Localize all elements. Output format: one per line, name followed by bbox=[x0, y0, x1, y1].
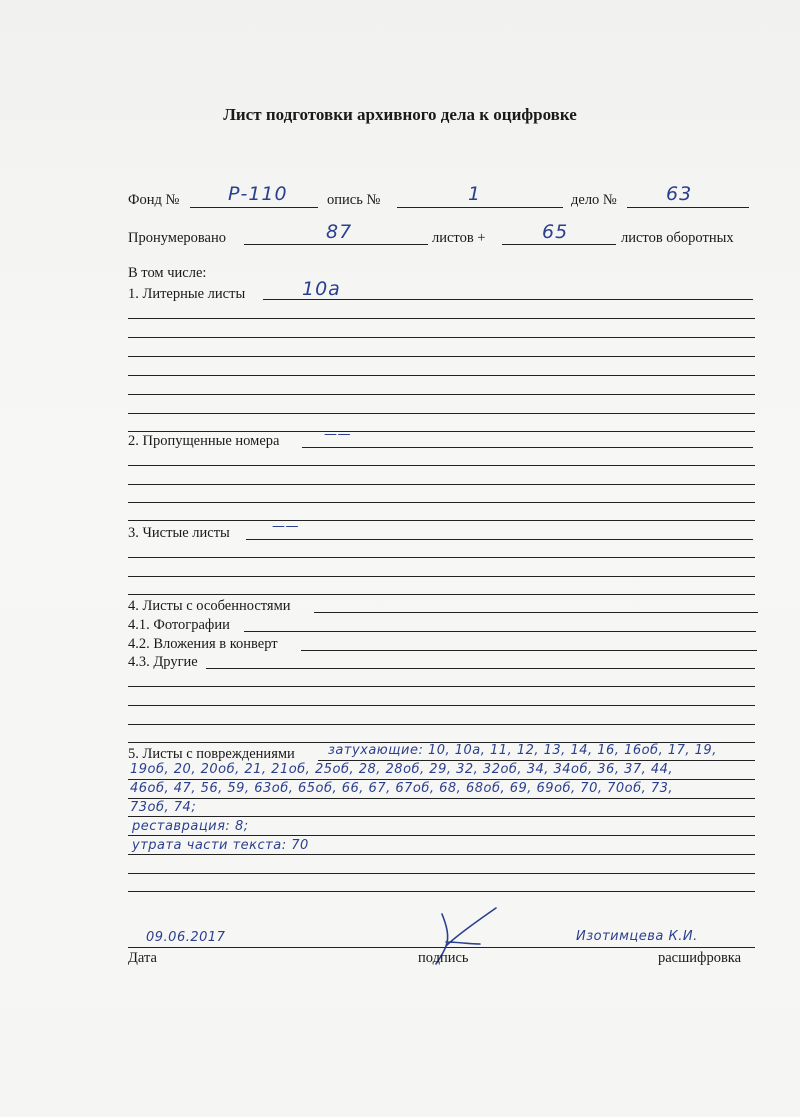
blank-line bbox=[128, 557, 755, 558]
blank-line bbox=[128, 816, 755, 817]
damaged-line-5: реставрация: 8; bbox=[132, 819, 249, 834]
damaged-label: 5. Листы с повреждениями bbox=[128, 746, 295, 762]
date-label: Дата bbox=[128, 950, 157, 966]
blank-line bbox=[128, 779, 755, 780]
blank-line bbox=[128, 576, 755, 577]
blank-line bbox=[128, 686, 755, 687]
missing-numbers-value: —— bbox=[324, 427, 351, 442]
blank-line bbox=[128, 465, 755, 466]
numbered-label: Пронумеровано bbox=[128, 230, 227, 246]
envelope-label: 4.2. Вложения в конверт bbox=[128, 636, 278, 652]
blank-line bbox=[128, 891, 755, 892]
sheets-value: 87 bbox=[326, 221, 353, 243]
fond-label: Фонд № bbox=[128, 192, 180, 208]
blank-line bbox=[128, 873, 755, 874]
reverse-label: листов оборотных bbox=[621, 230, 734, 246]
damaged-line-2: 19об, 20, 20об, 21, 21об, 25об, 28, 28об, 29, 32, 32об, 34, 34об, 36, 37, 44, bbox=[130, 762, 674, 777]
other-label: 4.3. Другие bbox=[128, 654, 198, 670]
envelope-line bbox=[301, 650, 757, 651]
damaged-line-6: утрата части текста: 70 bbox=[132, 838, 309, 853]
damaged-line-3: 46об, 47, 56, 59, 63об, 65об, 66, 67, 67об, 68, 68об, 69, 69об, 70, 70об, 73, bbox=[130, 781, 674, 796]
opis-value: 1 bbox=[468, 183, 482, 205]
blank-line bbox=[128, 502, 755, 503]
missing-numbers-label: 2. Пропущенные номера bbox=[128, 433, 280, 449]
reverse-line bbox=[502, 244, 616, 245]
blank-line bbox=[128, 431, 755, 432]
sheets-label: листов + bbox=[432, 230, 486, 246]
blank-line bbox=[128, 375, 755, 376]
missing-line bbox=[302, 447, 753, 448]
literal-sheets-label: 1. Литерные листы bbox=[128, 286, 246, 302]
damaged-line-1: затухающие: 10, 10а, 11, 12, 13, 14, 16, 16об, 17, 19, bbox=[328, 743, 717, 758]
blank-sheets-value: —— bbox=[272, 519, 299, 534]
delo-line bbox=[627, 207, 749, 208]
including-label: В том числе: bbox=[128, 265, 207, 281]
blank-line bbox=[128, 484, 755, 485]
opis-label: опись № bbox=[327, 192, 381, 208]
blank-line bbox=[128, 337, 755, 338]
delo-label: дело № bbox=[571, 192, 617, 208]
blank-line bbox=[128, 394, 755, 395]
photos-label: 4.1. Фотографии bbox=[128, 617, 230, 633]
delo-value: 63 bbox=[666, 183, 693, 205]
blank-line bbox=[128, 724, 755, 725]
other-line bbox=[206, 668, 755, 669]
blank-line bbox=[128, 594, 755, 595]
blank-line bbox=[128, 798, 755, 799]
damaged-line bbox=[318, 760, 755, 761]
blank-line bbox=[128, 835, 755, 836]
blank-line bbox=[128, 413, 755, 414]
literal-sheets-value: 10а bbox=[302, 278, 341, 300]
blank-line bbox=[128, 520, 755, 521]
blank-line bbox=[128, 318, 755, 319]
blank-line bbox=[128, 356, 755, 357]
sheets-line bbox=[244, 244, 428, 245]
page-title: Лист подготовки архивного дела к оцифровке bbox=[223, 105, 577, 124]
damaged-line-4: 73об, 74; bbox=[130, 800, 197, 815]
decoding-label: расшифровка bbox=[658, 950, 742, 966]
fond-line bbox=[190, 207, 318, 208]
blank-line bbox=[128, 705, 755, 706]
reverse-value: 65 bbox=[542, 221, 569, 243]
fond-value: Р-110 bbox=[228, 183, 288, 205]
date-value: 09.06.2017 bbox=[146, 930, 226, 945]
features-label: 4. Листы с особенностями bbox=[128, 598, 291, 614]
signature-label: подпись bbox=[418, 950, 469, 966]
blank-sheets-line bbox=[246, 539, 753, 540]
decoding-value: Изотимцева К.И. bbox=[576, 929, 698, 944]
photos-line bbox=[244, 631, 756, 632]
blank-sheets-label: 3. Чистые листы bbox=[128, 525, 230, 541]
features-line bbox=[314, 612, 758, 613]
opis-line bbox=[397, 207, 563, 208]
blank-line bbox=[128, 854, 755, 855]
